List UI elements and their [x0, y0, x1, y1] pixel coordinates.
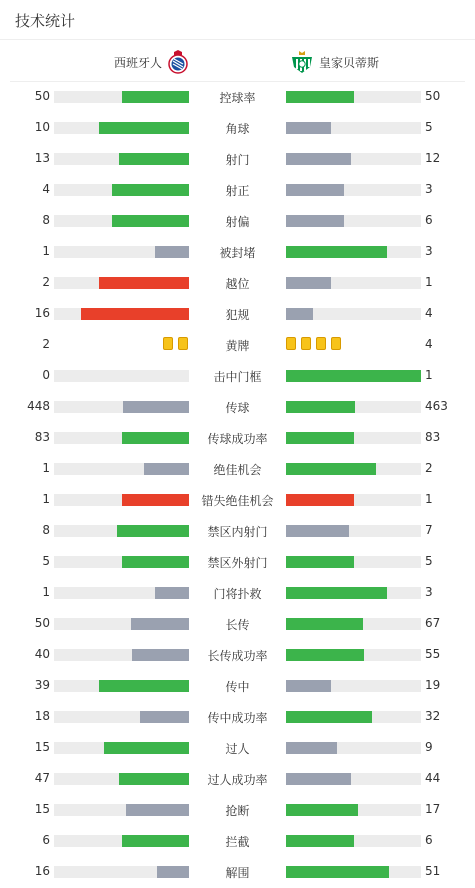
- home-stat-value: 448: [27, 399, 50, 413]
- home-stat-value: 50: [34, 89, 50, 103]
- away-stat-value: 1: [425, 275, 433, 289]
- home-stat-value: 1: [42, 492, 50, 506]
- home-stat-bar-track: [54, 432, 189, 444]
- home-stat-bar-track: [54, 804, 189, 816]
- away-stat-bar-track: [286, 401, 421, 413]
- away-stat-bar: [286, 215, 344, 227]
- away-stat-bar: [286, 308, 313, 320]
- home-stat-bar-track: [54, 773, 189, 785]
- away-stat-bar-track: [286, 556, 421, 568]
- away-stat-bar: [286, 773, 351, 785]
- stat-row: [0, 423, 475, 454]
- stat-row: [0, 547, 475, 578]
- stat-row: [0, 144, 475, 175]
- away-stat-value: 9: [425, 740, 433, 754]
- stat-label: 过人成功率: [207, 773, 268, 787]
- away-stat-value: 6: [425, 213, 433, 227]
- away-stat-value: 3: [425, 244, 433, 258]
- away-stat-bar-track: [286, 866, 421, 878]
- home-stat-bar: [122, 494, 190, 506]
- stat-label: 传中成功率: [207, 711, 268, 725]
- home-stat-bar-track: [54, 122, 189, 134]
- away-stat-bar-track: [286, 215, 421, 227]
- stat-label: 传球成功率: [207, 432, 268, 446]
- yellow-card-icon: [301, 337, 311, 350]
- stat-label: 黄牌: [225, 339, 250, 353]
- home-stat-bar: [81, 308, 189, 320]
- away-stat-value: 1: [425, 368, 433, 382]
- away-stat-bar-track: [286, 277, 421, 289]
- home-stat-bar-track: [54, 401, 189, 413]
- away-stat-value: 463: [425, 399, 448, 413]
- home-stat-bar-track: [54, 184, 189, 196]
- home-stat-bar: [131, 618, 189, 630]
- home-team[interactable]: [114, 50, 188, 74]
- home-stat-bar-track: [54, 618, 189, 630]
- away-stat-bar: [286, 91, 354, 103]
- home-stat-value: 40: [34, 647, 50, 661]
- away-stat-bar: [286, 618, 363, 630]
- away-stat-bar: [286, 587, 387, 599]
- home-stat-value: 8: [42, 523, 50, 537]
- betis-crest-icon: [290, 50, 314, 74]
- away-stat-bar: [286, 742, 337, 754]
- stat-row: [0, 578, 475, 609]
- away-stat-value: 5: [425, 120, 433, 134]
- stat-row: [0, 330, 475, 361]
- stat-row: [0, 795, 475, 826]
- away-stat-bar: [286, 370, 421, 382]
- away-stat-value: 6: [425, 833, 433, 847]
- stat-row: [0, 206, 475, 237]
- home-stat-bar: [155, 587, 189, 599]
- stat-row: [0, 299, 475, 330]
- home-stat-bar-track: [54, 215, 189, 227]
- away-stat-bar: [286, 153, 351, 165]
- home-stat-value: 16: [34, 306, 50, 320]
- home-stat-bar-track: [54, 835, 189, 847]
- home-stat-bar-track: [54, 711, 189, 723]
- home-stat-bar: [122, 432, 190, 444]
- home-stat-value: 83: [34, 430, 50, 444]
- away-stat-value: 19: [425, 678, 441, 692]
- stat-label: 错失绝佳机会: [201, 494, 274, 508]
- home-stat-bar: [122, 835, 190, 847]
- away-stat-bar: [286, 680, 331, 692]
- stat-label: 越位: [225, 277, 250, 291]
- away-stat-bar-track: [286, 525, 421, 537]
- stat-label: 被封堵: [219, 246, 256, 260]
- away-team[interactable]: [290, 50, 379, 74]
- away-stat-bar-track: [286, 246, 421, 258]
- stat-label: 过人: [225, 742, 250, 756]
- home-stat-bar-track: [54, 246, 189, 258]
- stat-row: [0, 733, 475, 764]
- away-stat-bar: [286, 184, 344, 196]
- stat-label: 射偏: [225, 215, 250, 229]
- home-stat-value: 47: [34, 771, 50, 785]
- away-stat-bar-track: [286, 463, 421, 475]
- stat-label: 禁区内射门: [207, 525, 268, 539]
- stat-label: 犯规: [225, 308, 250, 322]
- yellow-card-icon: [316, 337, 326, 350]
- away-stat-bar-track: [286, 370, 421, 382]
- home-stat-value: 2: [42, 275, 50, 289]
- home-stat-value: 4: [42, 182, 50, 196]
- away-stat-value: 3: [425, 585, 433, 599]
- away-stat-value: 1: [425, 492, 433, 506]
- home-stat-bar-track: [54, 277, 189, 289]
- home-stat-bar: [126, 804, 189, 816]
- away-stat-bar: [286, 277, 331, 289]
- home-stat-bar-track: [54, 587, 189, 599]
- away-stat-bar-track: [286, 618, 421, 630]
- away-stat-bar-track: [286, 711, 421, 723]
- yellow-card-icon: [286, 337, 296, 350]
- away-stat-bar: [286, 866, 389, 878]
- stat-label: 射门: [225, 153, 250, 167]
- home-stat-value: 13: [34, 151, 50, 165]
- away-stat-bar: [286, 556, 354, 568]
- home-stat-bar: [132, 649, 189, 661]
- stat-label: 抢断: [225, 804, 250, 818]
- stat-row: [0, 113, 475, 144]
- home-stat-bar-track: [54, 153, 189, 165]
- yellow-card-icon: [163, 337, 173, 350]
- away-stat-bar-track: [286, 308, 421, 320]
- home-stat-value: 10: [34, 120, 50, 134]
- stat-row: [0, 82, 475, 113]
- away-stat-value: 4: [425, 337, 433, 351]
- home-stat-value: 1: [42, 461, 50, 475]
- away-stat-bar: [286, 246, 387, 258]
- away-stat-bar: [286, 804, 358, 816]
- stat-label: 长传成功率: [207, 649, 268, 663]
- away-team-name: 皇家贝蒂斯: [319, 55, 380, 70]
- away-stat-bar-track: [286, 773, 421, 785]
- home-stat-bar-track: [54, 525, 189, 537]
- away-stat-value: 17: [425, 802, 441, 816]
- away-stat-bar-track: [286, 835, 421, 847]
- home-stat-bar-track: [54, 494, 189, 506]
- home-stat-bar-track: [54, 91, 189, 103]
- yellow-card-icon: [178, 337, 188, 350]
- away-stat-bar-track: [286, 153, 421, 165]
- teams-header: [10, 40, 465, 82]
- home-stat-bar: [99, 680, 189, 692]
- stat-label: 长传: [225, 618, 250, 632]
- away-stat-value: 7: [425, 523, 433, 537]
- away-stat-bar-track: [286, 122, 421, 134]
- home-stat-bar: [122, 556, 190, 568]
- stat-label: 拦截: [225, 835, 250, 849]
- stat-label: 传球: [225, 401, 250, 415]
- away-stat-value: 51: [425, 864, 441, 878]
- stat-row: [0, 764, 475, 795]
- section-title: 技术统计: [15, 12, 76, 30]
- home-stat-bar: [144, 463, 189, 475]
- away-stat-value: 50: [425, 89, 441, 103]
- away-stat-bar-track: [286, 184, 421, 196]
- home-stat-value: 0: [42, 368, 50, 382]
- stat-row: [0, 702, 475, 733]
- home-stat-bar: [99, 122, 189, 134]
- home-stat-bar-track: [54, 742, 189, 754]
- away-stat-value: 12: [425, 151, 441, 165]
- away-stat-bar: [286, 432, 354, 444]
- away-stat-bar-track: [286, 804, 421, 816]
- away-stat-bar-track: [286, 91, 421, 103]
- home-stat-bar: [140, 711, 189, 723]
- stat-row: [0, 454, 475, 485]
- stat-row: [0, 175, 475, 206]
- stat-row: [0, 268, 475, 299]
- away-stat-bar-track: [286, 587, 421, 599]
- home-stat-value: 15: [34, 740, 50, 754]
- stat-label: 角球: [225, 122, 250, 136]
- away-stat-bar-track: [286, 432, 421, 444]
- home-stat-bar-track: [54, 866, 189, 878]
- stat-row: [0, 857, 475, 888]
- home-stat-value: 2: [42, 337, 50, 351]
- away-stat-value: 55: [425, 647, 441, 661]
- home-stat-value: 15: [34, 802, 50, 816]
- stat-row: [0, 516, 475, 547]
- stat-row: [0, 609, 475, 640]
- home-stat-bar: [104, 742, 189, 754]
- away-stat-bar: [286, 463, 376, 475]
- home-team-name: 西班牙人: [113, 55, 162, 70]
- stat-label: 控球率: [219, 91, 256, 105]
- away-stat-value: 44: [425, 771, 441, 785]
- away-stat-value: 3: [425, 182, 433, 196]
- away-stat-value: 2: [425, 461, 433, 475]
- stat-row: [0, 485, 475, 516]
- away-stat-bar: [286, 122, 331, 134]
- stat-label: 解围: [225, 866, 250, 880]
- away-stat-bar: [286, 649, 364, 661]
- away-stat-value: 83: [425, 430, 441, 444]
- home-stat-bar: [99, 277, 189, 289]
- away-stat-bar: [286, 711, 372, 723]
- home-stat-bar-track: [54, 308, 189, 320]
- home-stat-bar: [123, 401, 189, 413]
- home-stat-bar-track: [54, 370, 189, 382]
- home-stat-bar: [157, 866, 189, 878]
- stat-label: 禁区外射门: [207, 556, 268, 570]
- home-stat-value: 5: [42, 554, 50, 568]
- away-stat-bar-track: [286, 649, 421, 661]
- away-stat-bar: [286, 494, 354, 506]
- stat-label: 击中门框: [213, 370, 262, 384]
- home-stat-bar-track: [54, 463, 189, 475]
- home-stat-bar-track: [54, 649, 189, 661]
- home-stat-value: 1: [42, 585, 50, 599]
- away-stat-bar-track: [286, 494, 421, 506]
- stat-row: [0, 237, 475, 268]
- away-stat-bar-track: [286, 742, 421, 754]
- home-stat-bar: [155, 246, 189, 258]
- away-stat-bar: [286, 835, 354, 847]
- home-stat-bar: [119, 153, 189, 165]
- home-yellow-cards: [54, 337, 189, 351]
- stat-row: [0, 826, 475, 857]
- home-stat-value: 6: [42, 833, 50, 847]
- home-stat-value: 50: [34, 616, 50, 630]
- home-stat-bar: [122, 91, 190, 103]
- away-stat-bar: [286, 401, 355, 413]
- home-stat-value: 39: [34, 678, 50, 692]
- away-stat-bar: [286, 525, 349, 537]
- stat-row: [0, 640, 475, 671]
- stat-label: 绝佳机会: [213, 463, 262, 477]
- away-stat-value: 5: [425, 554, 433, 568]
- stat-row: [0, 361, 475, 392]
- home-stat-value: 18: [34, 709, 50, 723]
- stat-label: 门将扑救: [213, 587, 262, 601]
- home-stat-bar: [117, 525, 189, 537]
- away-stat-value: 67: [425, 616, 441, 630]
- away-stat-value: 32: [425, 709, 441, 723]
- stats-list: [0, 82, 475, 888]
- home-stat-bar-track: [54, 680, 189, 692]
- stat-label: 传中: [225, 680, 250, 694]
- away-stat-bar-track: [286, 680, 421, 692]
- home-stat-value: 1: [42, 244, 50, 258]
- stat-row: [0, 392, 475, 423]
- home-stat-value: 16: [34, 864, 50, 878]
- home-stat-bar-track: [54, 556, 189, 568]
- away-yellow-cards: [286, 337, 421, 351]
- home-stat-bar: [112, 184, 189, 196]
- yellow-card-icon: [331, 337, 341, 350]
- stat-row: [0, 671, 475, 702]
- home-stat-value: 8: [42, 213, 50, 227]
- away-stat-value: 4: [425, 306, 433, 320]
- stat-label: 射正: [225, 184, 250, 198]
- section-header: [0, 0, 475, 40]
- espanyol-crest-icon: [168, 50, 188, 74]
- home-stat-bar: [112, 215, 189, 227]
- home-stat-bar: [119, 773, 189, 785]
